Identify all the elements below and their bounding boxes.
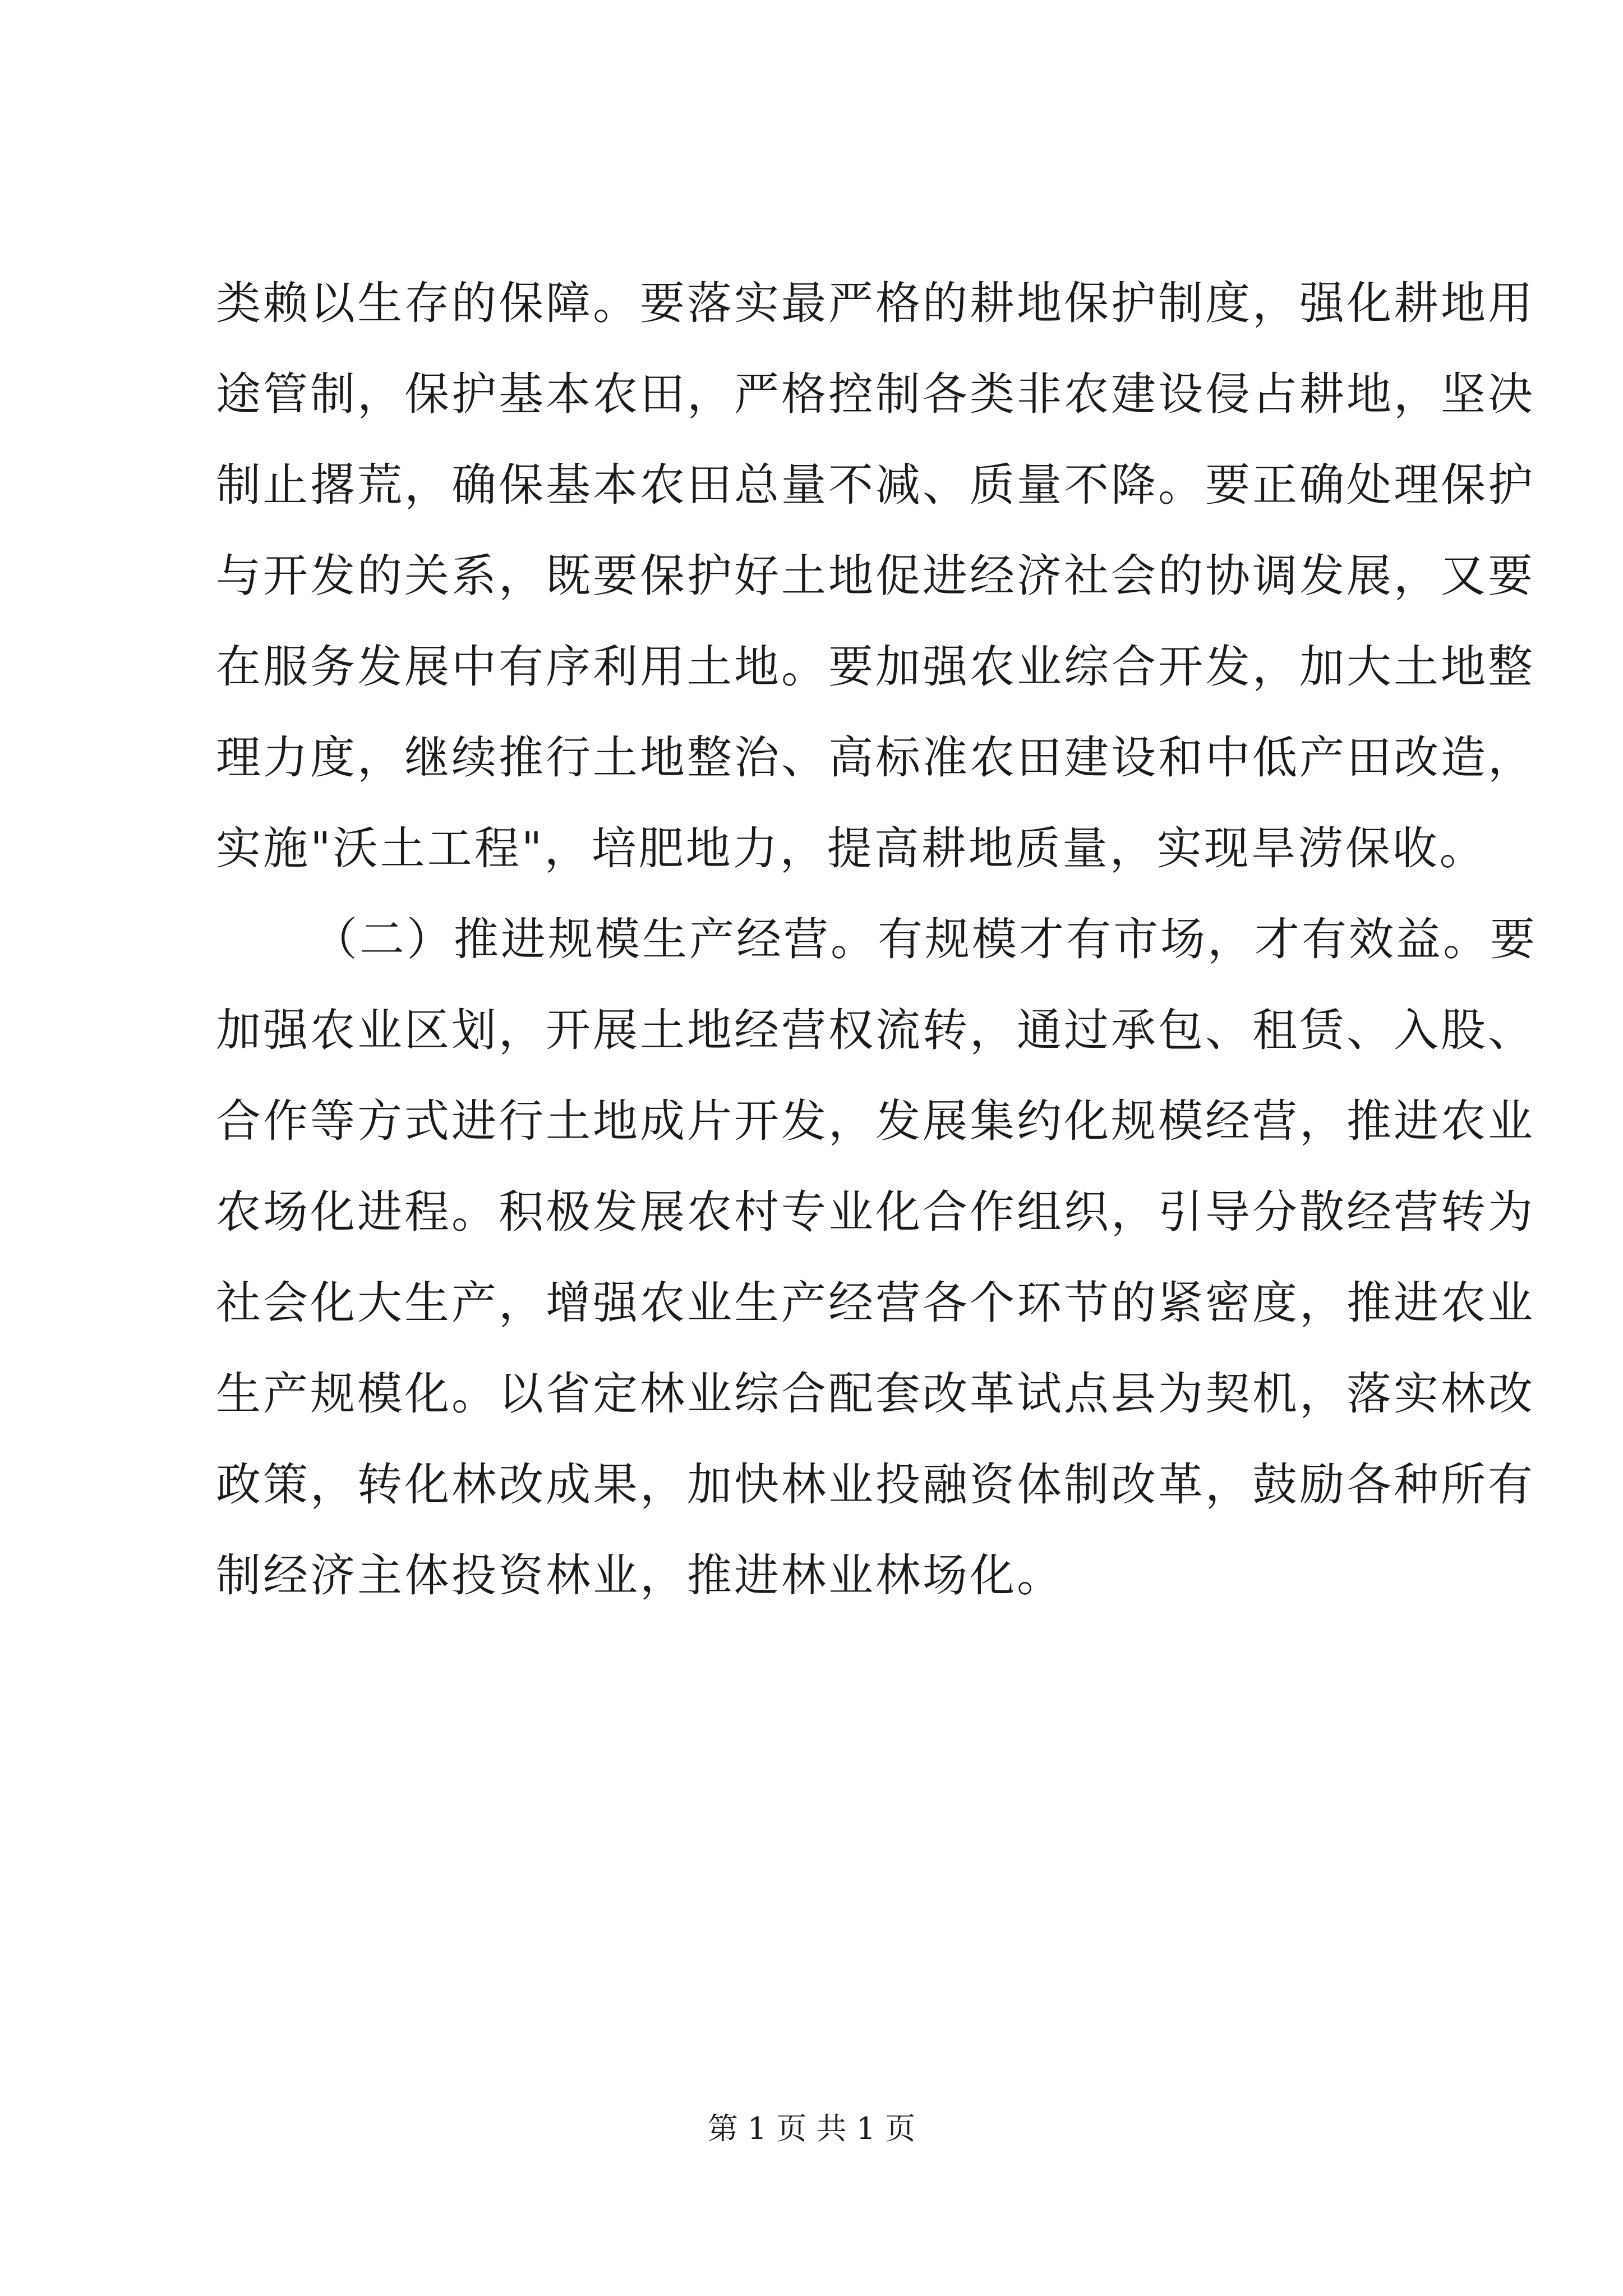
text-line: 加强农业区划，开展土地经营权流转，通过承包、租赁、入股、: [216, 1004, 1535, 1056]
text-line: 实施"沃土工程"，培肥地力，提高耕地质量，实现旱涝保收。: [216, 822, 1487, 875]
document-body: [216, 258, 1537, 1621]
text-line: 社会化大生产，增强农业生产经营各个环节的紧密度，推进农业: [216, 1277, 1535, 1329]
text-line: 制止撂荒，确保基本农田总量不减、质量不降。要正确处理保护: [216, 459, 1535, 511]
text-line: 理力度，继续推行土地整治、高标准农田建设和中低产田改造，: [216, 731, 1535, 784]
text-line: 生产规模化。以省定林业综合配套改革试点县为契机，落实林改: [216, 1368, 1535, 1420]
text-line: 途管制，保护基本农田，严格控制各类非农建设侵占耕地，坚决: [216, 368, 1535, 420]
text-line: 制经济主体投资林业，推进林业林场化。: [216, 1549, 1064, 1602]
page-number-label: 第 1 页 共 1 页: [707, 2111, 916, 2146]
text-line: 在服务发展中有序利用土地。要加强农业综合开发，加大土地整: [216, 641, 1535, 693]
text-line: 农场化进程。积极发展农村专业化合作组织，引导分散经营转为: [216, 1186, 1535, 1238]
text-line: 类赖以生存的保障。要落实最严格的耕地保护制度，强化耕地用: [216, 277, 1535, 329]
text-line: 政策，转化林改成果，加快林业投融资体制改革，鼓励各种所有: [216, 1458, 1535, 1511]
section-heading-line: （二）推进规模生产经营。有规模才有市场，才有效益。要: [312, 913, 1537, 965]
page-footer: [0, 2109, 1623, 2148]
text-line: 与开发的关系，既要保护好土地促进经济社会的协调发展，又要: [216, 550, 1535, 602]
text-line: 合作等方式进行土地成片开发，发展集约化规模经营，推进农业: [216, 1095, 1535, 1147]
